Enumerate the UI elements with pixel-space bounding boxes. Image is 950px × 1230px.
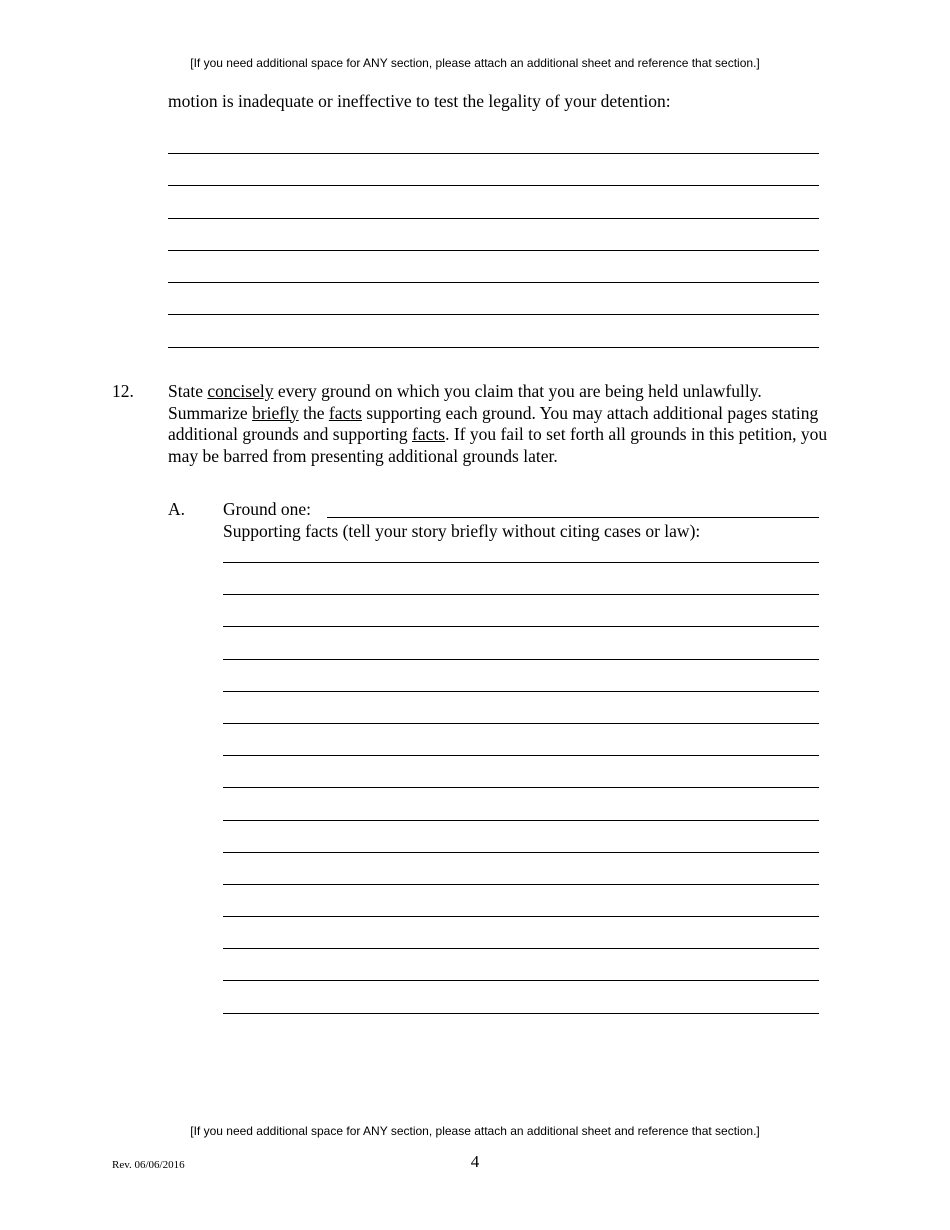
- facts-line[interactable]: [223, 755, 819, 787]
- facts-line[interactable]: [223, 562, 819, 594]
- facts-line[interactable]: [223, 723, 819, 755]
- item-instructions: [168, 381, 838, 467]
- ground-one-field[interactable]: [327, 517, 819, 518]
- emphasis-facts: facts: [412, 424, 446, 444]
- ground-letter: A.: [168, 499, 186, 519]
- answer-line[interactable]: [168, 314, 819, 346]
- supporting-facts-label: Supporting facts (tell your story briefly without citing cases or law):: [223, 521, 701, 541]
- answer-line[interactable]: [168, 153, 819, 185]
- facts-line[interactable]: [223, 787, 819, 819]
- facts-line[interactable]: [223, 691, 819, 723]
- facts-line[interactable]: [223, 852, 819, 884]
- facts-line[interactable]: [223, 594, 819, 626]
- instruction-text: State: [168, 381, 208, 401]
- facts-line[interactable]: [223, 980, 819, 1012]
- facts-line[interactable]: [223, 916, 819, 948]
- answer-line[interactable]: [168, 185, 819, 217]
- facts-line[interactable]: [223, 659, 819, 691]
- item-number: 12.: [112, 381, 134, 401]
- answer-line[interactable]: [168, 347, 819, 379]
- facts-line[interactable]: [223, 1013, 819, 1045]
- emphasis-facts: facts: [328, 402, 362, 423]
- page-number: 4: [470, 1152, 480, 1171]
- instruction-text: every ground on which you claim that you are being held unlawfully. Summarize: [168, 381, 762, 423]
- instruction-text: the: [298, 402, 329, 423]
- intro-text: motion is inadequate or ineffective to test the legality of your detention:: [168, 91, 671, 111]
- answer-line[interactable]: [168, 250, 819, 282]
- supporting-facts-lines: [223, 562, 819, 1045]
- ground-one-label: Ground one:: [223, 499, 311, 519]
- facts-line[interactable]: [223, 948, 819, 980]
- instruction-text: . If you fail to set forth all grounds in this petition, you may be barred from presenting additional grounds later.: [168, 424, 828, 466]
- facts-line[interactable]: [223, 626, 819, 658]
- facts-line[interactable]: [223, 884, 819, 916]
- emphasis-briefly: briefly: [252, 402, 299, 423]
- answer-line[interactable]: [168, 218, 819, 250]
- facts-line[interactable]: [223, 820, 819, 852]
- answer-line[interactable]: [168, 282, 819, 314]
- emphasis-concisely: concisely: [207, 381, 274, 401]
- footer-notice: [If you need additional space for ANY section, please attach an additional sheet and reference that section.]: [190, 1124, 760, 1138]
- instruction-text: supporting each ground. You may attach additional pages stating additional grounds and supporting: [168, 402, 819, 444]
- header-notice: [If you need additional space for ANY section, please attach an additional sheet and reference that section.]: [190, 56, 760, 70]
- revision-date: Rev. 06/06/2016: [112, 1159, 185, 1171]
- detention-answer-lines: [168, 153, 819, 379]
